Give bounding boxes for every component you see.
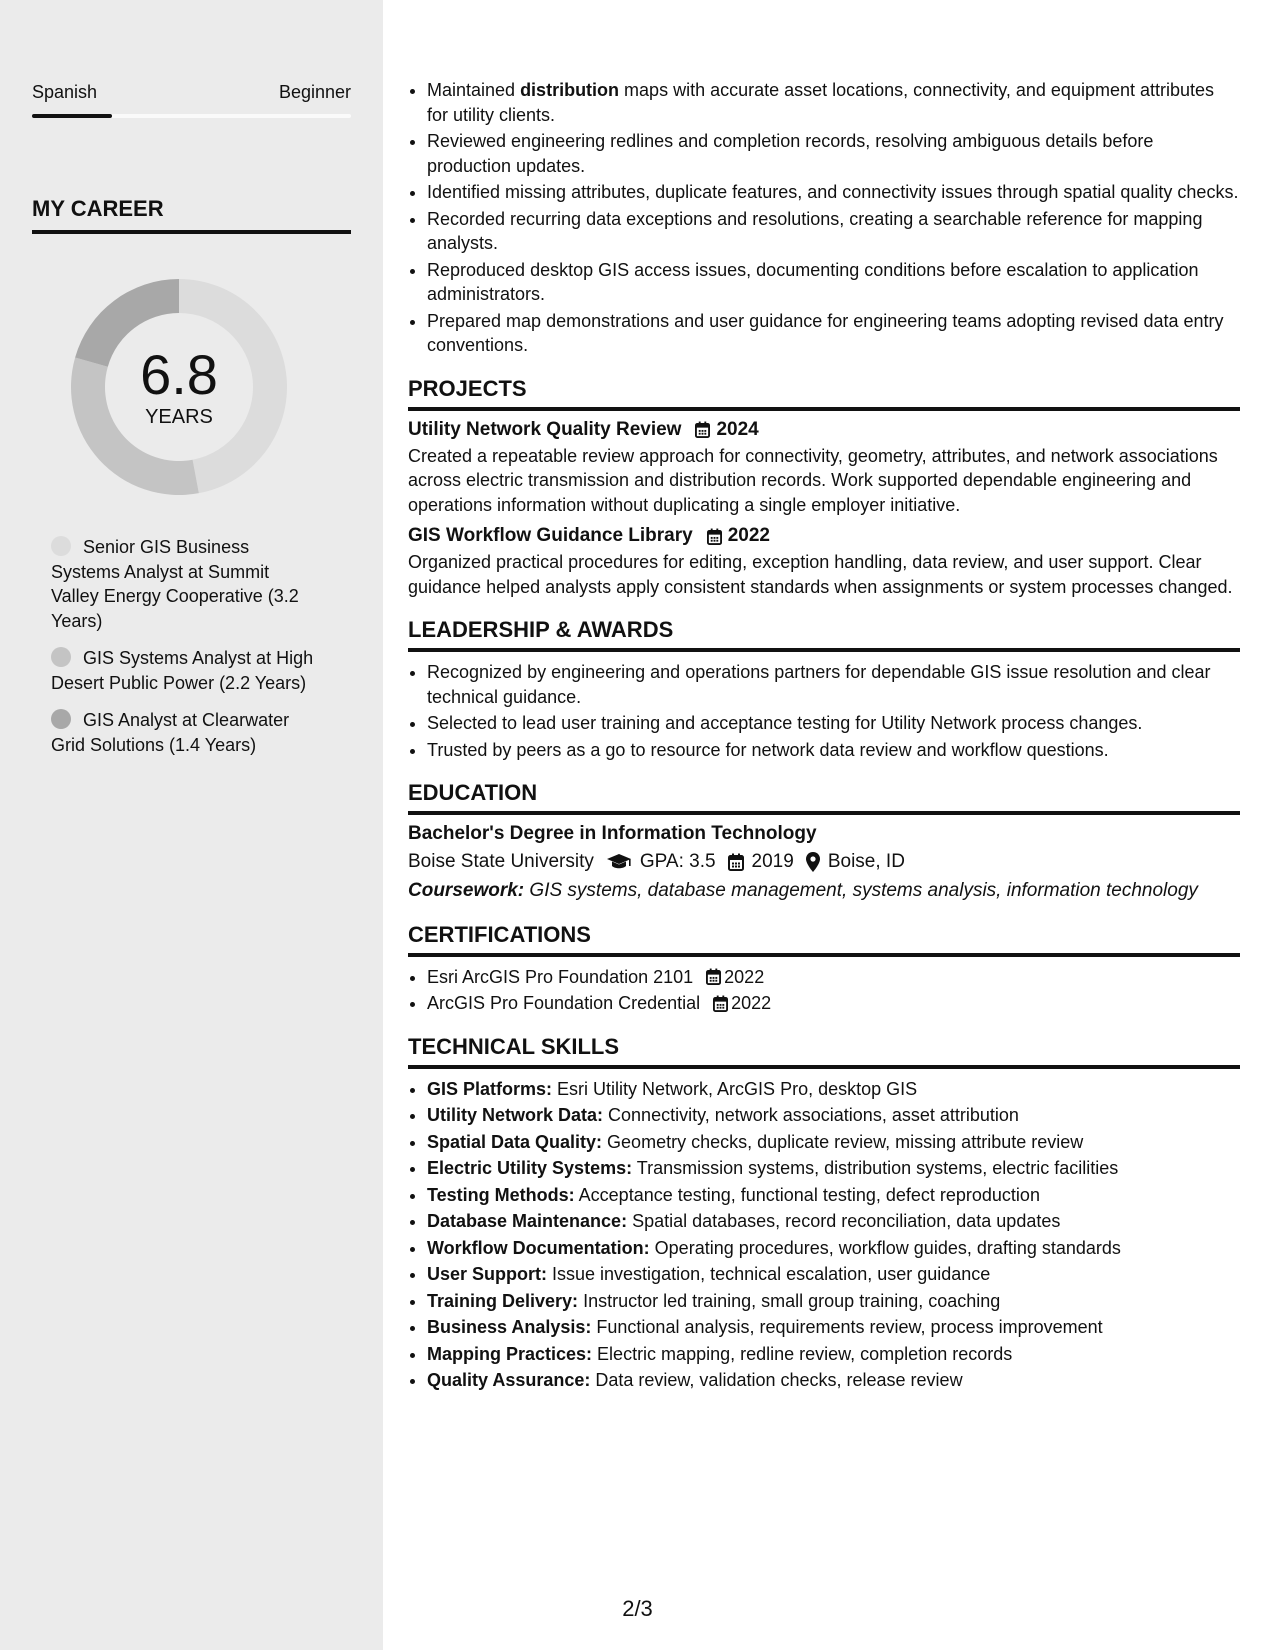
education-location: Boise, ID <box>827 851 905 872</box>
education-year: 2019 <box>751 851 794 872</box>
project-name: Utility Network Quality Review <box>408 418 682 440</box>
project-header <box>408 525 1240 547</box>
career-role-dot <box>51 647 71 667</box>
graduation-cap-icon <box>606 853 632 871</box>
calendar-icon <box>713 995 728 1012</box>
career-section-title: MY CAREER <box>32 196 351 234</box>
education-title: EDUCATION <box>408 780 1240 815</box>
skill-item <box>427 1236 1240 1261</box>
bullet-text: Recorded recurring data exceptions and resolutions, creating a searchable reference for mapping analysts. <box>427 208 1203 253</box>
experience-bullet <box>427 180 1240 205</box>
career-role-list <box>51 535 321 770</box>
experience-bullet <box>427 129 1240 178</box>
skill-label: Mapping Practices: <box>427 1343 593 1364</box>
career-role-dot <box>51 709 71 729</box>
bullet-text: Prepared map demonstrations and user guidance for engineering teams adopting revised data entry conventions. <box>427 310 1224 355</box>
skill-value: Operating procedures, workflow guides, drafting standards <box>649 1237 1121 1258</box>
career-role-text: GIS Systems Analyst at High Desert Public Power (2.2 Years) <box>51 648 314 693</box>
skills-list <box>408 1077 1240 1393</box>
project-year: 2022 <box>727 525 770 546</box>
skill-item <box>427 1209 1240 1234</box>
certification-name: • Esri ArcGIS Pro Foundation 2101 <box>427 966 694 987</box>
leadership-title: LEADERSHIP & AWARDS <box>408 617 1240 652</box>
project-item <box>408 419 1240 518</box>
language-level: Beginner <box>278 82 351 102</box>
skill-label: Business Analysis: <box>427 1317 592 1337</box>
skill-label: Database Maintenance: <box>427 1211 628 1231</box>
skill-value: Geometry checks, duplicate review, missing attribute review <box>602 1131 1084 1152</box>
skill-item <box>427 1103 1240 1128</box>
certification-name: • ArcGIS Pro Foundation Credential <box>427 993 701 1013</box>
career-total-years: 6.8 <box>140 342 218 406</box>
career-role-dot <box>51 536 71 556</box>
leadership-item: • Recognized by engineering and operations partners for dependable GIS issue resolution and clear technical guidance. <box>427 660 1240 709</box>
experience-bullet <box>427 309 1240 358</box>
education-gpa: GPA: 3.5 <box>639 851 716 872</box>
skill-value: Esri Utility Network, ArcGIS Pro, desktop GIS <box>552 1078 918 1099</box>
experience-bullet <box>427 78 1240 127</box>
skills-title: TECHNICAL SKILLS <box>408 1034 1240 1069</box>
certification-row <box>427 991 771 1016</box>
skill-value: Transmission systems, distribution systems, electric facilities <box>632 1158 1119 1178</box>
certification-item <box>427 991 1240 1016</box>
language-proficiency-fill <box>32 114 112 118</box>
skill-label: GIS Platforms: <box>427 1078 553 1099</box>
bullet-text: Identified missing attributes, duplicate features, and connectivity issues through spatial quality checks. <box>427 182 1239 202</box>
skill-item <box>427 1342 1240 1367</box>
skill-label: Training Delivery: <box>427 1290 579 1311</box>
career-role-text: Senior GIS Business Systems Analyst at Summit Valley Energy Cooperative (3.2 Years) <box>51 537 299 631</box>
skill-item <box>427 1262 1240 1287</box>
coursework-label: Coursework: <box>408 880 525 901</box>
project-name: GIS Workflow Guidance Library <box>408 525 693 546</box>
project-description: Created a repeatable review approach for connectivity, geometry, attributes, and network associations across electric transmission and distribution records. Work supported dependable engineering and operations information without duplicating a single employer initiative. <box>408 445 1218 515</box>
career-role-item <box>51 535 321 633</box>
skill-item <box>427 1156 1240 1181</box>
projects-title: PROJECTS <box>408 376 1240 411</box>
skill-value: Connectivity, network associations, asset attribution <box>603 1105 1019 1125</box>
experience-bullet <box>427 207 1240 256</box>
education-degree: Bachelor's Degree in Information Technology <box>408 823 817 844</box>
skill-value: Data review, validation checks, release review <box>590 1370 963 1390</box>
skill-label: Quality Assurance: <box>427 1370 591 1390</box>
career-role-item <box>51 708 321 757</box>
skill-label: User Support: <box>427 1264 548 1284</box>
calendar-icon <box>706 968 721 985</box>
experience-bullet <box>427 258 1240 307</box>
certification-year: 2022 <box>731 993 772 1013</box>
education-meta <box>408 851 1240 873</box>
calendar-icon <box>707 528 722 545</box>
leadership-item: • Trusted by peers as a go to resource for network data review and workflow questions. <box>427 738 1240 763</box>
bullet-text-rest: maps with accurate asset locations, connectivity, and equipment attributes for utility clients. <box>427 80 1215 125</box>
skill-label: Electric Utility Systems: <box>427 1158 633 1178</box>
certification-year: 2022 <box>724 966 765 987</box>
skill-item <box>427 1183 1240 1208</box>
leadership-item: • Selected to lead user training and acceptance testing for Utility Network process changes. <box>427 711 1240 736</box>
page-number: 2/3 <box>622 1596 653 1621</box>
skill-label: Utility Network Data: <box>427 1105 604 1125</box>
certification-row <box>427 965 764 990</box>
skill-label: Testing Methods: <box>427 1184 575 1205</box>
skill-value: Electric mapping, redline review, completion records <box>592 1343 1013 1364</box>
skill-label: Workflow Documentation: <box>427 1237 650 1258</box>
certification-item <box>427 965 1240 990</box>
language-proficiency-bar <box>32 114 351 118</box>
skill-value: Spatial databases, record reconciliation, data updates <box>627 1211 1061 1231</box>
project-header <box>408 419 1240 441</box>
career-donut-center <box>66 274 292 500</box>
calendar-icon <box>695 421 710 438</box>
bullet-text: Maintained <box>427 80 521 100</box>
skill-item <box>427 1368 1240 1393</box>
skill-value: Issue investigation, technical escalation, user guidance <box>547 1264 991 1284</box>
project-year: 2024 <box>716 418 759 440</box>
skill-item <box>427 1289 1240 1314</box>
skill-value: Functional analysis, requirements review, process improvement <box>591 1317 1103 1337</box>
bullet-text: Reproduced desktop GIS access issues, documenting conditions before escalation to application administrators. <box>427 259 1199 304</box>
leadership-list <box>408 660 1240 762</box>
skill-item <box>427 1315 1240 1340</box>
career-role-text: GIS Analyst at Clearwater Grid Solutions (1.4 Years) <box>51 710 290 755</box>
education-school: Boise State University <box>408 851 594 872</box>
bullet-emphasis: distribution <box>520 80 620 100</box>
career-years-unit: YEARS <box>145 405 213 428</box>
certifications-title: CERTIFICATIONS <box>408 922 1240 957</box>
career-role-item <box>51 646 321 695</box>
sidebar <box>0 0 383 1650</box>
skill-item <box>427 1130 1240 1155</box>
project-description: Organized practical procedures for editing, exception handling, data review, and user support. Clear guidance helped analysts apply consistent standards when assignments or system processes changed. <box>408 552 1233 597</box>
experience-bullets <box>408 78 1240 358</box>
location-pin-icon <box>806 852 820 872</box>
skill-label: Spatial Data Quality: <box>427 1131 603 1152</box>
projects-list <box>408 419 1240 600</box>
coursework-text: GIS systems, database management, systems analysis, information technology <box>524 880 1198 901</box>
language-row <box>32 82 351 103</box>
education-coursework <box>408 879 1240 904</box>
skill-value: Acceptance testing, functional testing, defect reproduction <box>574 1184 1040 1205</box>
certifications-list <box>408 965 1240 1016</box>
language-name: Spanish <box>32 82 98 102</box>
project-item <box>408 525 1240 599</box>
calendar-icon <box>728 853 744 871</box>
main-content <box>408 78 1240 1395</box>
skill-item <box>427 1077 1240 1102</box>
bullet-text: Reviewed engineering redlines and completion records, resolving ambiguous details before production updates. <box>427 131 1154 176</box>
skill-value: Instructor led training, small group training, coaching <box>578 1290 1001 1311</box>
